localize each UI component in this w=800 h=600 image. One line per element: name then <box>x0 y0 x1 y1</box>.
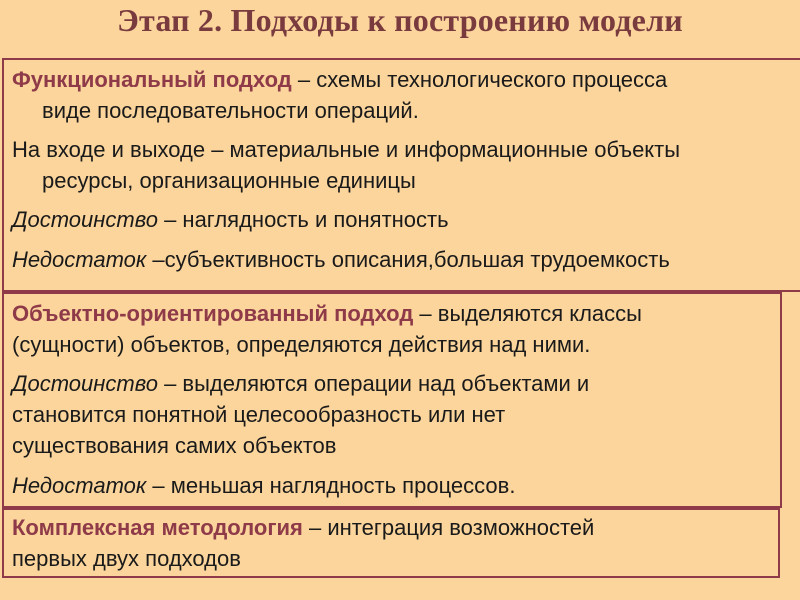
oo-advantage <box>12 368 589 461</box>
oo-dis-text: – меньшая наглядность процессов. <box>146 473 516 498</box>
complex-methodology-box <box>2 508 780 578</box>
complex-line2: первых двух подходов <box>12 546 241 571</box>
functional-dis-term: Недостаток <box>12 247 147 272</box>
functional-adv-term: Достоинство <box>12 207 158 232</box>
functional-approach-box <box>2 58 800 292</box>
object-oriented-approach-box <box>2 292 782 508</box>
oo-rest: – выделяются классы <box>413 301 642 326</box>
oo-definition <box>12 298 642 360</box>
oo-adv-term: Достоинство <box>12 371 158 396</box>
functional-dis-text: –субъективность описания,большая трудоемкость <box>146 247 670 272</box>
complex-rest: – интеграция возможностей <box>302 515 595 540</box>
oo-term: Объектно-ориентированный подход <box>12 301 414 326</box>
oo-disadvantage <box>12 470 515 501</box>
slide-title: Этап 2. Подходы к построению модели <box>117 2 683 38</box>
functional-term: Функциональный подход <box>12 67 292 92</box>
functional-io <box>12 134 680 196</box>
oo-dis-term: Недостаток <box>12 473 147 498</box>
functional-disadvantage <box>12 244 670 275</box>
oo-adv-line2: становится понятной целесообразность или нет <box>12 402 506 427</box>
oo-adv-line3: существования самих объектов <box>12 433 337 458</box>
functional-io-line2: ресурсы, организационные единицы <box>42 168 416 193</box>
oo-adv-line1: – выделяются операции над объектами и <box>157 371 590 396</box>
functional-line2: виде последовательности операций. <box>42 98 419 123</box>
functional-io-line1: На входе и выходе – материальные и информационные объекты <box>12 137 681 162</box>
complex-definition <box>12 512 594 574</box>
functional-adv-text: – наглядность и понятность <box>157 207 449 232</box>
functional-definition <box>12 64 667 126</box>
functional-advantage <box>12 204 449 235</box>
functional-rest: – схемы технологического процесса <box>291 67 668 92</box>
complex-term: Комплексная методология <box>12 515 303 540</box>
oo-line2: (сущности) объектов, определяются действия над ними. <box>12 332 591 357</box>
